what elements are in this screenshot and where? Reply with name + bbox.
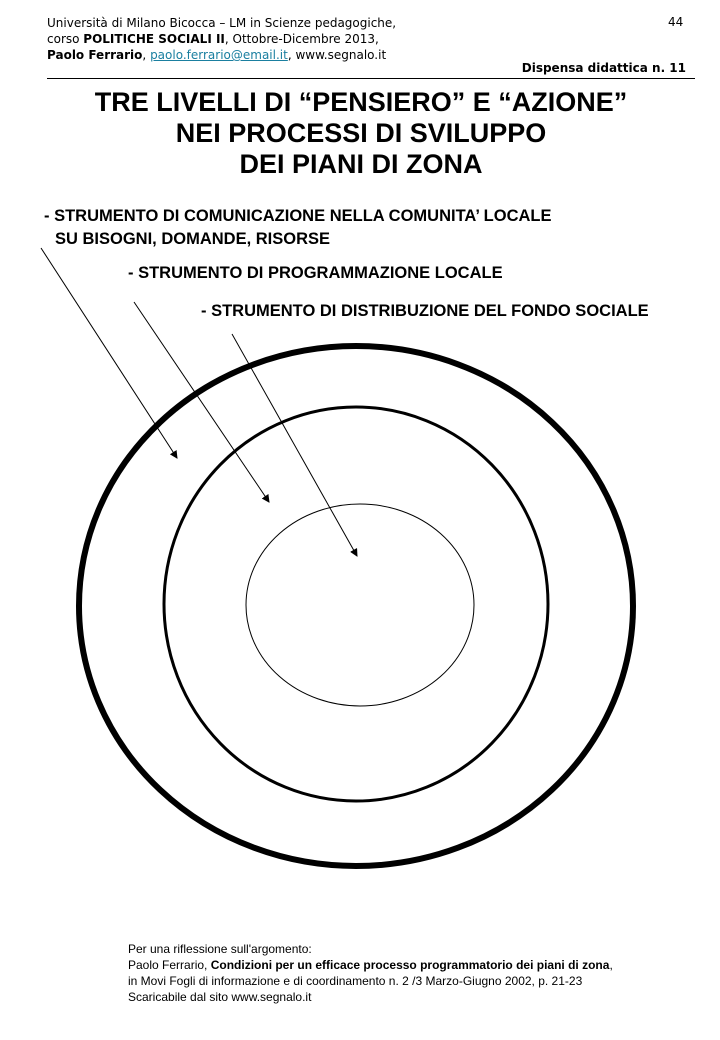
dispensa-label: Dispensa didattica n. 11 (521, 61, 686, 75)
site-text: , www.segnalo.it (287, 48, 387, 62)
middle-circle (164, 407, 548, 801)
course-dates: , Ottobre-Dicembre 2013, (224, 32, 379, 46)
footer-line-2 (128, 957, 613, 973)
title-line-2: NEI PROCESSI DI SVILUPPO (175, 118, 547, 148)
footer-article-title: Condizioni per un efficace processo programmatorio dei piani di zona (210, 958, 610, 972)
reference-footer (128, 941, 613, 1005)
author-separator: , (142, 48, 151, 62)
footer-line-1: Per una riflessione sull'argomento: (128, 942, 312, 956)
arrow-level-2 (134, 302, 269, 502)
level-2-label: - STRUMENTO DI PROGRAMMAZIONE LOCALE (128, 264, 503, 282)
inner-circle (246, 504, 474, 706)
title-line-3: DEI PIANI DI ZONA (239, 149, 483, 179)
level-3-label: - STRUMENTO DI DISTRIBUZIONE DEL FONDO SOCIALE (201, 302, 649, 320)
footer-line-3: in Movi Fogli di informazione e di coordinamento n. 2 /3 Marzo-Giugno 2002, p. 21-23 (128, 974, 583, 988)
page-number: 44 (668, 15, 684, 29)
title-line-1: TRE LIVELLI DI “PENSIERO” E “AZIONE” (94, 87, 628, 117)
author-name: Paolo Ferrario (47, 48, 143, 62)
course-name: POLITICHE SOCIALI II (83, 32, 225, 46)
footer-line-4: Scaricabile dal sito www.segnalo.it (128, 990, 312, 1004)
level-1-line-2: SU BISOGNI, DOMANDE, RISORSE (55, 230, 331, 248)
email-link[interactable]: paolo.ferrario@email.it (150, 48, 288, 62)
outer-circle (79, 346, 633, 866)
footer-comma: , (609, 958, 613, 972)
arrow-level-1 (41, 248, 177, 458)
course-prefix: corso (47, 32, 84, 46)
level-1-line-1: - STRUMENTO DI COMUNICAZIONE NELLA COMUNITA’ LOCALE (44, 207, 552, 225)
header-line-university: Università di Milano Bicocca – LM in Scienze pedagogiche, (47, 16, 397, 30)
footer-author: Paolo Ferrario, (128, 958, 211, 972)
